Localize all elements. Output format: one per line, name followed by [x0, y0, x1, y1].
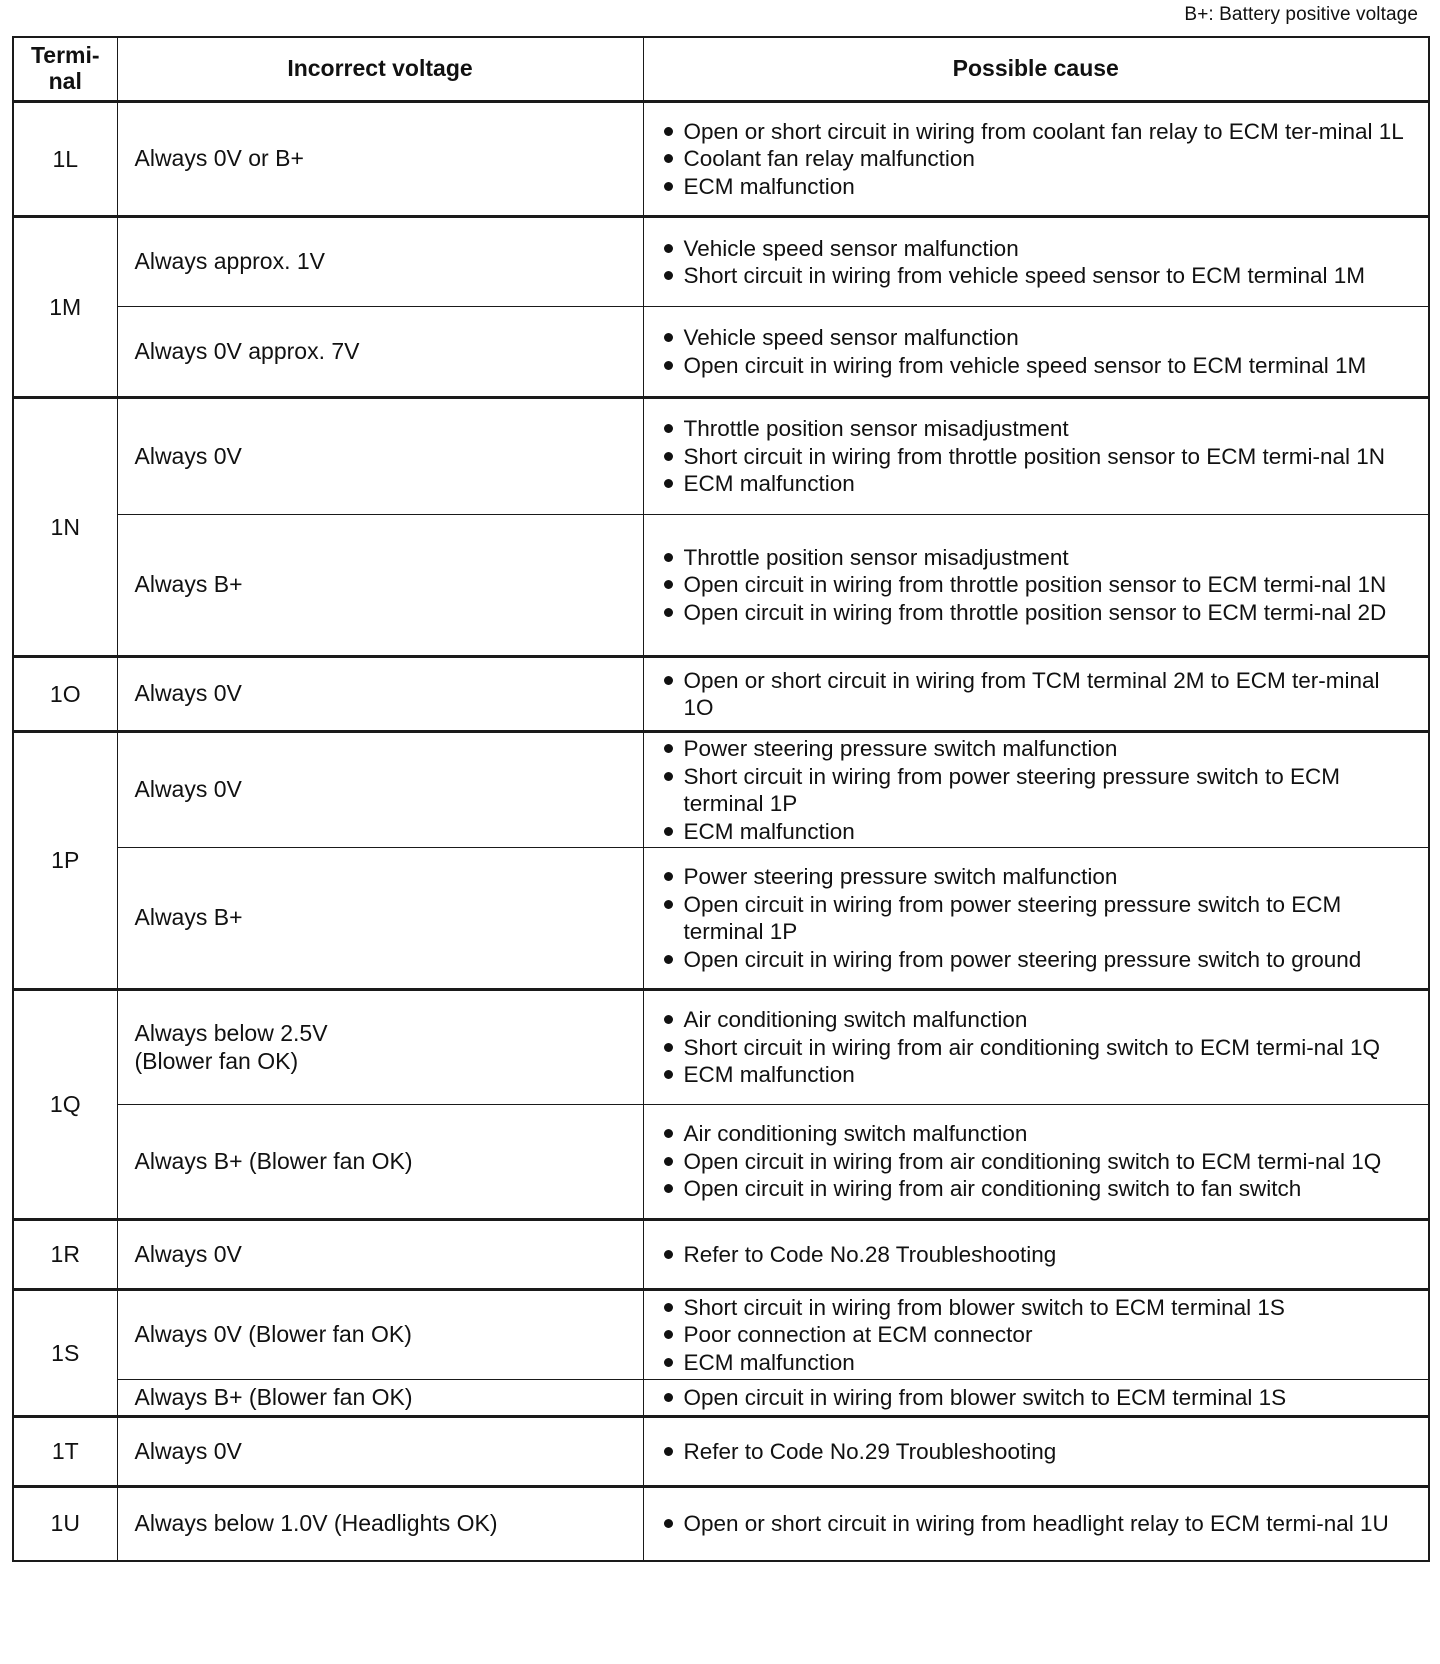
cause-item: Short circuit in wiring from vehicle speed sensor to ECM terminal 1M: [662, 262, 1413, 290]
cause-item: Vehicle speed sensor malfunction: [662, 324, 1413, 352]
terminal-cell: 1M: [13, 217, 117, 398]
cause-item: Air conditioning switch malfunction: [662, 1120, 1413, 1148]
cause-item: Open circuit in wiring from throttle position sensor to ECM termi-nal 2D: [662, 599, 1413, 627]
voltage-text: Always approx. 1V: [134, 248, 325, 275]
terminal-cell: 1R: [13, 1220, 117, 1290]
terminal-cell: 1S: [13, 1290, 117, 1417]
possible-cause-cell: [643, 398, 1429, 515]
cause-item: ECM malfunction: [662, 173, 1413, 201]
table-row: [13, 1105, 1429, 1220]
cause-item: ECM malfunction: [662, 1061, 1413, 1089]
cause-item: Poor connection at ECM connector: [662, 1321, 1413, 1349]
cause-list: [662, 118, 1413, 201]
possible-cause-cell: [643, 217, 1429, 307]
cause-item: Open circuit in wiring from air conditioning switch to ECM termi-nal 1Q: [662, 1148, 1413, 1176]
possible-cause-cell: [643, 1220, 1429, 1290]
incorrect-voltage-cell: [117, 657, 643, 732]
incorrect-voltage-cell: [117, 515, 643, 657]
possible-cause-cell: [643, 990, 1429, 1105]
cause-item: Air conditioning switch malfunction: [662, 1006, 1413, 1034]
possible-cause-cell: [643, 307, 1429, 398]
voltage-text: Always B+ (Blower fan OK): [134, 1147, 413, 1174]
cause-list: [662, 1384, 1413, 1412]
voltage-text: Always 0V: [134, 442, 242, 469]
cause-item: Short circuit in wiring from air conditioning switch to ECM termi-nal 1Q: [662, 1034, 1413, 1062]
incorrect-voltage-cell: [117, 1290, 643, 1380]
voltage-text: Always 0V (Blower fan OK): [134, 1321, 412, 1348]
voltage-condition-text: (Blower fan OK): [134, 1047, 299, 1074]
table-row: [13, 1487, 1429, 1561]
cause-item: Power steering pressure switch malfunction: [662, 735, 1413, 763]
incorrect-voltage-cell: [117, 1105, 643, 1220]
cause-list: [662, 1120, 1413, 1203]
cause-item: Coolant fan relay malfunction: [662, 145, 1413, 173]
incorrect-voltage-cell: [117, 1220, 643, 1290]
table-body: [13, 102, 1429, 1561]
cause-item: Short circuit in wiring from throttle position sensor to ECM termi-nal 1N: [662, 443, 1413, 471]
voltage-column-header: Incorrect voltage: [117, 37, 643, 102]
cause-item: Refer to Code No.29 Troubleshooting: [662, 1438, 1413, 1466]
cause-list: [662, 235, 1413, 290]
cause-item: Open circuit in wiring from vehicle speed sensor to ECM terminal 1M: [662, 352, 1413, 380]
terminal-cell: 1Q: [13, 990, 117, 1220]
cause-list: [662, 667, 1413, 722]
possible-cause-cell: [643, 848, 1429, 990]
cause-list: [662, 1241, 1413, 1269]
incorrect-voltage-cell: [117, 307, 643, 398]
cause-item: Throttle position sensor misadjustment: [662, 544, 1413, 572]
table-row: [13, 848, 1429, 990]
table-row: [13, 515, 1429, 657]
incorrect-voltage-cell: [117, 990, 643, 1105]
cause-item: ECM malfunction: [662, 818, 1413, 846]
incorrect-voltage-cell: [117, 398, 643, 515]
cause-item: ECM malfunction: [662, 470, 1413, 498]
cause-column-header: Possible cause: [643, 37, 1429, 102]
incorrect-voltage-cell: [117, 217, 643, 307]
voltage-text: Always 0V: [134, 776, 242, 803]
cause-item: Open or short circuit in wiring from headlight relay to ECM termi-nal 1U: [662, 1510, 1413, 1538]
cause-list: [662, 1006, 1413, 1089]
cause-item: Open circuit in wiring from blower switch to ECM terminal 1S: [662, 1384, 1413, 1412]
voltage-text: Always 0V: [134, 680, 242, 707]
table-row: [13, 1220, 1429, 1290]
cause-item: Open circuit in wiring from throttle position sensor to ECM termi-nal 1N: [662, 571, 1413, 599]
possible-cause-cell: [643, 1290, 1429, 1380]
cause-list: [662, 1438, 1413, 1466]
table-row: [13, 398, 1429, 515]
incorrect-voltage-cell: [117, 1380, 643, 1417]
cause-item: Open or short circuit in wiring from coolant fan relay to ECM ter-minal 1L: [662, 118, 1413, 146]
table-row: [13, 102, 1429, 217]
possible-cause-cell: [643, 1380, 1429, 1417]
table-row: [13, 307, 1429, 398]
terminal-cell: 1L: [13, 102, 117, 217]
incorrect-voltage-cell: [117, 1417, 643, 1487]
terminal-column-header: Termi- nal: [13, 37, 117, 102]
incorrect-voltage-cell: [117, 732, 643, 848]
cause-item: Refer to Code No.28 Troubleshooting: [662, 1241, 1413, 1269]
table-row: [13, 990, 1429, 1105]
table-row: [13, 1380, 1429, 1417]
possible-cause-cell: [643, 1487, 1429, 1561]
cause-item: ECM malfunction: [662, 1349, 1413, 1377]
cause-list: [662, 415, 1413, 498]
voltage-text: Always 0V: [134, 1437, 242, 1464]
cause-item: Power steering pressure switch malfunction: [662, 863, 1413, 891]
voltage-text: Always below 1.0V (Headlights OK): [134, 1509, 498, 1536]
cause-item: Throttle position sensor misadjustment: [662, 415, 1413, 443]
voltage-text: Always 0V or B+: [134, 145, 304, 172]
voltage-text: Always B+: [134, 571, 243, 598]
table-row: [13, 732, 1429, 848]
terminal-cell: 1P: [13, 732, 117, 990]
cause-item: Open circuit in wiring from power steering pressure switch to ground: [662, 946, 1413, 974]
table-row: [13, 217, 1429, 307]
cause-list: [662, 544, 1413, 627]
table-row: [13, 1290, 1429, 1380]
incorrect-voltage-cell: [117, 848, 643, 990]
incorrect-voltage-cell: [117, 102, 643, 217]
table-header-row: [13, 37, 1429, 102]
voltage-text: Always 0V approx. 7V: [134, 337, 360, 364]
terminal-cell: 1O: [13, 657, 117, 732]
cause-list: [662, 1510, 1413, 1538]
cause-item: Vehicle speed sensor malfunction: [662, 235, 1413, 263]
terminal-cell: 1T: [13, 1417, 117, 1487]
cause-item: Short circuit in wiring from blower switch to ECM terminal 1S: [662, 1294, 1413, 1322]
cause-list: [662, 324, 1413, 379]
incorrect-voltage-cell: [117, 1487, 643, 1561]
cause-item: Short circuit in wiring from power steering pressure switch to ECM terminal 1P: [662, 763, 1413, 818]
terminal-cell: 1N: [13, 398, 117, 657]
possible-cause-cell: [643, 102, 1429, 217]
table-row: [13, 1417, 1429, 1487]
voltage-legend-note: B+: Battery positive voltage: [1184, 4, 1418, 25]
cause-list: [662, 863, 1413, 973]
terminal-cell: 1U: [13, 1487, 117, 1561]
cause-list: [662, 735, 1413, 845]
table-row: [13, 657, 1429, 732]
voltage-text: Always B+: [134, 904, 243, 931]
voltage-text: Always B+ (Blower fan OK): [134, 1383, 413, 1410]
possible-cause-cell: [643, 657, 1429, 732]
cause-item: Open circuit in wiring from power steering pressure switch to ECM terminal 1P: [662, 891, 1413, 946]
cause-item: Open circuit in wiring from air conditioning switch to fan switch: [662, 1175, 1413, 1203]
possible-cause-cell: [643, 1417, 1429, 1487]
terminal-voltage-table: [12, 36, 1430, 1562]
possible-cause-cell: [643, 515, 1429, 657]
cause-item: Open or short circuit in wiring from TCM terminal 2M to ECM ter-minal 1O: [662, 667, 1413, 722]
cause-list: [662, 1294, 1413, 1377]
possible-cause-cell: [643, 1105, 1429, 1220]
voltage-text: Always below 2.5V: [134, 1019, 328, 1046]
possible-cause-cell: [643, 732, 1429, 848]
voltage-text: Always 0V: [134, 1240, 242, 1267]
